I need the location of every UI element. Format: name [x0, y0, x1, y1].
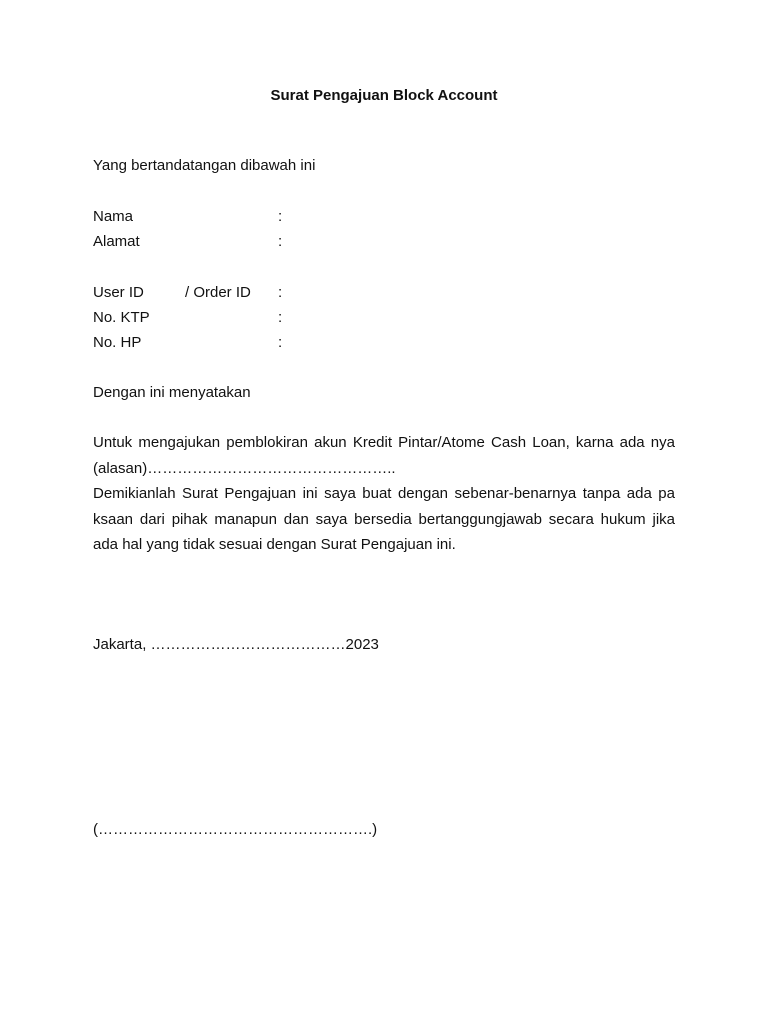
field-label: Alamat: [93, 233, 140, 250]
signature-line: (……………………………………………….): [93, 821, 378, 838]
body-line: Untuk mengajukan pemblokiran akun Kredit Pintar/Atome Cash Loan, karna ada nya: [93, 434, 675, 451]
field-colon: :: [278, 208, 283, 225]
letter-title: Surat Pengajuan Block Account: [270, 87, 498, 104]
field-colon: :: [278, 233, 283, 250]
field-label: No. HP: [93, 334, 142, 351]
field-label: No. KTP: [93, 309, 150, 326]
body-line: Demikianlah Surat Pengajuan ini saya buat dengan sebenar-benarnya tanpa ada pa: [93, 485, 675, 502]
place-date: Jakarta, …………………………………2023: [93, 636, 379, 653]
field-label: User ID: [93, 284, 144, 301]
field-label-secondary: / Order ID: [185, 284, 251, 301]
body-line: ksaan dari pihak manapun dan saya bersedia bertanggungjawab secara hukum jika: [93, 510, 675, 528]
statement-intro: Dengan ini menyatakan: [93, 384, 251, 401]
body-paragraph: [93, 430, 675, 558]
body-line: ada hal yang tidak sesuai dengan Surat Pengajuan ini.: [93, 536, 456, 553]
field-colon: :: [278, 309, 283, 326]
field-colon: :: [278, 334, 283, 351]
body-line: (alasan)…………………………………………..: [93, 459, 396, 477]
field-label: Nama: [93, 208, 134, 225]
intro-text: Yang bertandatangan dibawah ini: [93, 157, 316, 174]
field-colon: :: [278, 284, 283, 301]
